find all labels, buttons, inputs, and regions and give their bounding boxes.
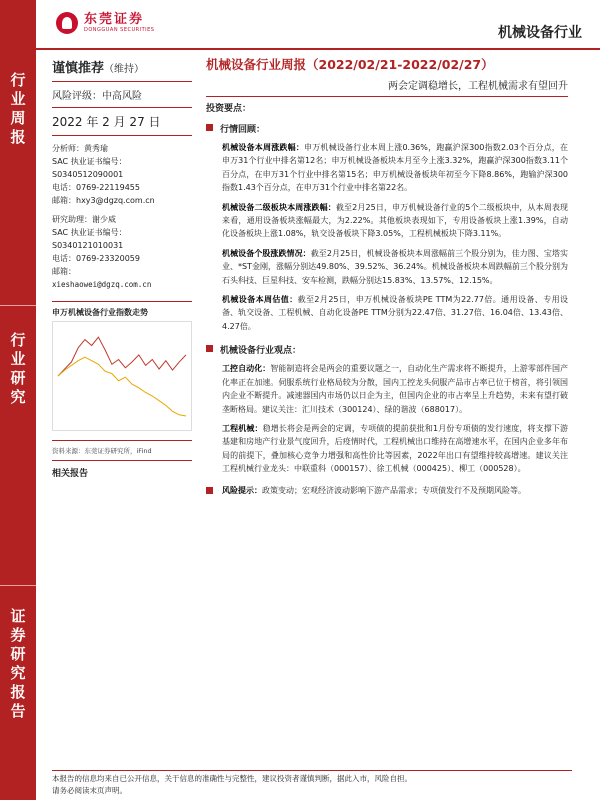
- sidebar: [0, 0, 36, 800]
- left-column: [52, 55, 192, 479]
- sidebar-label-report: 证券研究报告: [8, 608, 27, 722]
- analyst-name: 分析师：黄秀瑜: [52, 144, 108, 153]
- sidebar-label-weekly: 行业周报: [8, 72, 27, 148]
- main-column: [206, 55, 568, 497]
- divider: [52, 107, 192, 108]
- assistant-email: xieshaowei@dgzq.com.cn: [52, 280, 152, 289]
- divider: [52, 135, 192, 136]
- report-subtitle: 两会定调稳增长，工程机械需求有望回升: [388, 81, 568, 92]
- divider: [206, 96, 568, 97]
- logo-subtext: DONGGUAN SECURITIES: [84, 27, 155, 33]
- footer-disclaimer: 本报告的信息均来自已公开信息，关于信息的准确性与完整性，建议投资者谨慎判断，据此入市，风险自担。: [52, 774, 412, 783]
- square-bullet-icon: [206, 487, 213, 494]
- related-reports: 相关报告: [52, 469, 89, 479]
- square-bullet-icon: [206, 345, 213, 352]
- paragraph-stock-change: 机械设备个股涨跌情况：截至2月25日，机械设备板块本周涨幅前三个股分别为，佳力图、宝塔实业、*ST金刚，涨幅分别达49.80%、39.52%、36.24%。机械设备板块本周跌幅前三个股分别为石头科技、巨星科技、安车检测，跌幅分别达15.83%、13.57%、12.15%。: [222, 248, 568, 285]
- assistant-phone: 电话：0769-23320059: [52, 254, 140, 263]
- logo: [56, 12, 154, 34]
- logo-icon: [56, 12, 78, 34]
- assistant-name: 研究助理：谢少威: [52, 215, 116, 224]
- assistant-info: [52, 213, 192, 291]
- index-trend-chart: [52, 321, 192, 431]
- paragraph-weekly-change: 机械设备本周涨跌幅：申万机械设备行业本周上涨0.36%，跑赢沪深300指数2.03个百分点，在申万31个行业中排名第12名；申万机械设备板块本月至今上涨3.32%，跑赢沪深300指数3.11个百分点，在申万31个行业中排名第15名；申万机械设备板块年初至今下降8.86%，跑输沪深300指数1.43个百分点，在申万31个行业中排名第22名。: [222, 143, 568, 193]
- paragraph-construction-machinery: 工程机械：稳增长将会是两会的定调，专项债的提前获批和1月份专项债的发行速度，将支撑下游基建和房地产行业景气度回升，后疫情时代，工程机械出口维持在高增速水平，在国内企业多年布局的前提下，叠加核心竞争力增强和高性价比等因素，2022年出口有望维持较高增速。建议关注工程机械行业龙头：中联重科（000157）、徐工机械（000425）、柳工（000528）。: [222, 423, 569, 474]
- divider: [52, 460, 192, 461]
- assistant-sac-number: S0340121010031: [52, 241, 124, 250]
- chart-title: 申万机械设备行业指数走势: [52, 308, 148, 317]
- report-date: 2022 年 2 月 27 日: [52, 115, 161, 129]
- header: [36, 0, 600, 50]
- investment-points-label: 投资要点：: [206, 104, 252, 114]
- rating-sub: （维持）: [104, 64, 145, 75]
- sidebar-divider: [0, 585, 36, 586]
- paragraph-valuation: 机械设备本周估值：截至2月25日，申万机械设备板块PE TTM为22.77倍。通用设备、专用设备、轨交设备、工程机械、自动化设备PE TTM分别为22.47倍、31.27倍、16.04倍、13.43倍、4.27倍。: [222, 295, 568, 331]
- chart-frame: [53, 322, 192, 431]
- rating: [52, 57, 192, 76]
- assistant-sac-label: SAC 执业证书编号：: [52, 228, 127, 237]
- sidebar-divider: [0, 305, 36, 306]
- risk-rating: 风险评级：中高风险: [52, 91, 142, 102]
- paragraph-subsector-change: 机械设备二级板块本周涨跌幅：截至2月25日，申万机械设备行业的5个二级板块中，从本周表现来看，通用设备板块涨幅最大，为2.22%。其他板块表现如下，专用设备板块上涨1.39%，自动化设备板块上涨1.08%，轨交设备板块下降3.05%，工程机械板块下降3.11%。: [222, 202, 569, 239]
- section-industry-view: 机械设备行业观点：: [220, 343, 568, 356]
- analyst-sac-label: SAC 执业证书编号：: [52, 157, 127, 166]
- analyst-email: 邮箱：hxy3@dgzq.com.cn: [52, 196, 155, 205]
- chart-source: 资料来源：东莞证券研究所，iFind: [52, 447, 152, 455]
- divider: [52, 440, 192, 441]
- footer-notice: 请务必阅读末页声明。: [52, 786, 127, 795]
- assistant-email-label: 邮箱：: [52, 267, 76, 276]
- analyst-sac-number: S0340512090001: [52, 170, 124, 179]
- divider: [52, 81, 192, 82]
- paragraph-automation: 工控自动化：智能制造将会是两会的重要议题之一，自动化生产需求将不断提升，上游零部件国产化率正在加速。伺服系统行业格局较为分散，国内工控龙头伺服产品市占率已位于榜首，将引领国内企业不断提升。减速器国内市场仍以日企为主，但国内企业的市占率呈上升趋势，未来有望打破垄断格局。建议关注：汇川技术（300124）、绿的谐波（688017）。: [222, 364, 569, 414]
- footer: [52, 770, 572, 797]
- report-title: 机械设备行业周报（2022/02/21-2022/02/27）: [206, 57, 494, 72]
- analyst-phone: 电话：0769-22119455: [52, 183, 140, 192]
- section-market-review: 行情回顾：: [220, 122, 568, 135]
- rating-value: 谨慎推荐: [52, 61, 105, 76]
- square-bullet-icon: [206, 124, 213, 131]
- industry-name: 机械设备行业: [498, 25, 582, 41]
- paragraph-risk: 风险提示：政策变动；宏观经济波动影响下游产品需求；专项债发行不及预期风险等。: [222, 484, 568, 497]
- analyst-info: [52, 142, 192, 207]
- sidebar-label-research: 行业研究: [8, 332, 27, 408]
- logo-text: 东莞证券: [84, 12, 145, 27]
- divider: [52, 301, 192, 302]
